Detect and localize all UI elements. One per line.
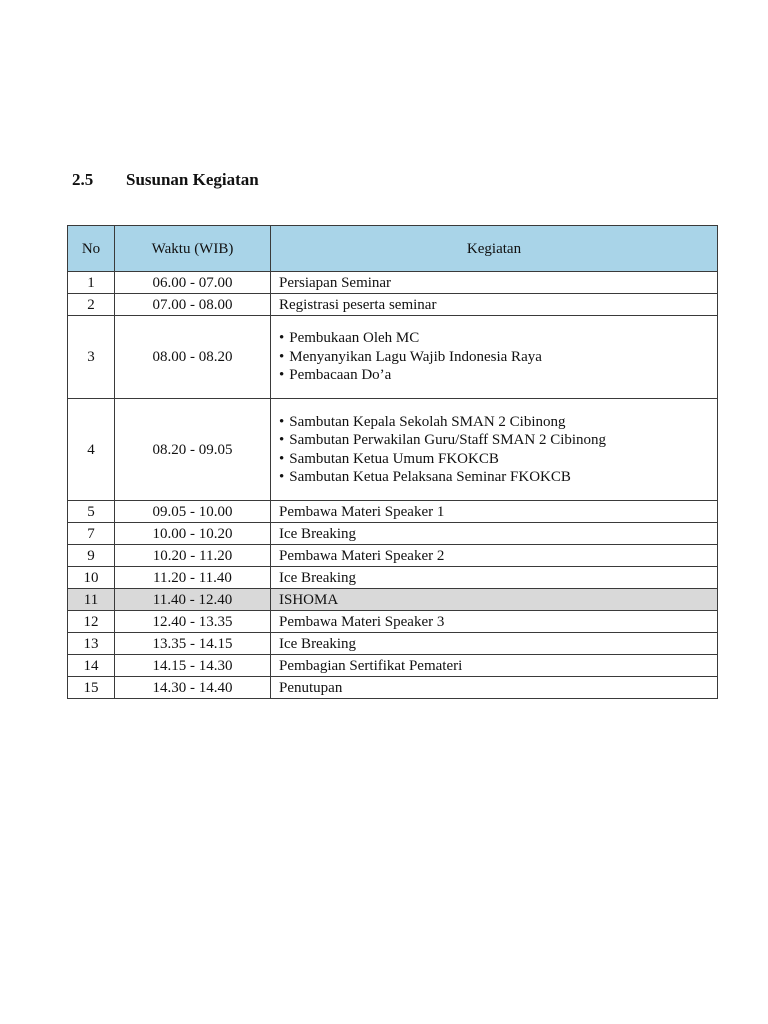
- row-activity: Penutupan: [271, 677, 718, 699]
- list-item: • Pembacaan Do’a: [279, 366, 717, 385]
- table-row-highlighted: [68, 589, 718, 611]
- row-time: 14.30 - 14.40: [115, 677, 271, 699]
- row-time: 11.40 - 12.40: [115, 589, 271, 611]
- row-activity: Registrasi peserta seminar: [271, 294, 718, 316]
- row-no: 9: [68, 545, 115, 567]
- section-number: 2.5: [72, 170, 94, 189]
- row-no: 2: [68, 294, 115, 316]
- row-activity: Pembagian Sertifikat Pemateri: [271, 655, 718, 677]
- row-no: 5: [68, 501, 115, 523]
- schedule-table: [67, 225, 718, 699]
- row-no: 10: [68, 567, 115, 589]
- activity-bullet-list: [279, 413, 717, 487]
- table-row: [68, 272, 718, 294]
- row-time: 10.00 - 10.20: [115, 523, 271, 545]
- list-item: • Pembukaan Oleh MC: [279, 329, 717, 348]
- table-row: [68, 611, 718, 633]
- activity-bullet-list: [279, 329, 717, 385]
- list-item: • Sambutan Ketua Umum FKOKCB: [279, 450, 717, 469]
- row-time: 07.00 - 08.00: [115, 294, 271, 316]
- table-row: [68, 399, 718, 501]
- row-activity: Persiapan Seminar: [271, 272, 718, 294]
- row-activity: Pembawa Materi Speaker 1: [271, 501, 718, 523]
- header-activity: Kegiatan: [271, 226, 718, 272]
- row-no: 7: [68, 523, 115, 545]
- row-no: 11: [68, 589, 115, 611]
- row-time: 11.20 - 11.40: [115, 567, 271, 589]
- header-time: Waktu (WIB): [115, 226, 271, 272]
- row-activity: Pembawa Materi Speaker 3: [271, 611, 718, 633]
- row-activity-list: [271, 399, 718, 501]
- row-activity: Pembawa Materi Speaker 2: [271, 545, 718, 567]
- table-row: [68, 523, 718, 545]
- row-no: 4: [68, 399, 115, 501]
- row-time: 09.05 - 10.00: [115, 501, 271, 523]
- table-row: [68, 677, 718, 699]
- table-header-row: [68, 226, 718, 272]
- section-heading: [72, 170, 259, 190]
- row-no: 1: [68, 272, 115, 294]
- row-time: 08.00 - 08.20: [115, 316, 271, 399]
- table-row: [68, 316, 718, 399]
- row-time: 14.15 - 14.30: [115, 655, 271, 677]
- row-activity: Ice Breaking: [271, 523, 718, 545]
- header-no: No: [68, 226, 115, 272]
- table-row: [68, 567, 718, 589]
- table-row: [68, 501, 718, 523]
- list-item: • Menyanyikan Lagu Wajib Indonesia Raya: [279, 348, 717, 367]
- row-time: 06.00 - 07.00: [115, 272, 271, 294]
- row-no: 12: [68, 611, 115, 633]
- row-activity-list: [271, 316, 718, 399]
- row-time: 12.40 - 13.35: [115, 611, 271, 633]
- table-row: [68, 545, 718, 567]
- list-item: • Sambutan Kepala Sekolah SMAN 2 Cibinong: [279, 413, 717, 432]
- list-item: • Sambutan Perwakilan Guru/Staff SMAN 2 Cibinong: [279, 431, 717, 450]
- table-row: [68, 655, 718, 677]
- table-row: [68, 633, 718, 655]
- row-activity: Ice Breaking: [271, 633, 718, 655]
- row-no: 14: [68, 655, 115, 677]
- table-row: [68, 294, 718, 316]
- row-activity: ISHOMA: [271, 589, 718, 611]
- row-no: 3: [68, 316, 115, 399]
- row-time: 10.20 - 11.20: [115, 545, 271, 567]
- row-activity: Ice Breaking: [271, 567, 718, 589]
- row-time: 13.35 - 14.15: [115, 633, 271, 655]
- section-title: Susunan Kegiatan: [126, 170, 259, 189]
- row-time: 08.20 - 09.05: [115, 399, 271, 501]
- list-item: • Sambutan Ketua Pelaksana Seminar FKOKCB: [279, 468, 717, 487]
- row-no: 15: [68, 677, 115, 699]
- row-no: 13: [68, 633, 115, 655]
